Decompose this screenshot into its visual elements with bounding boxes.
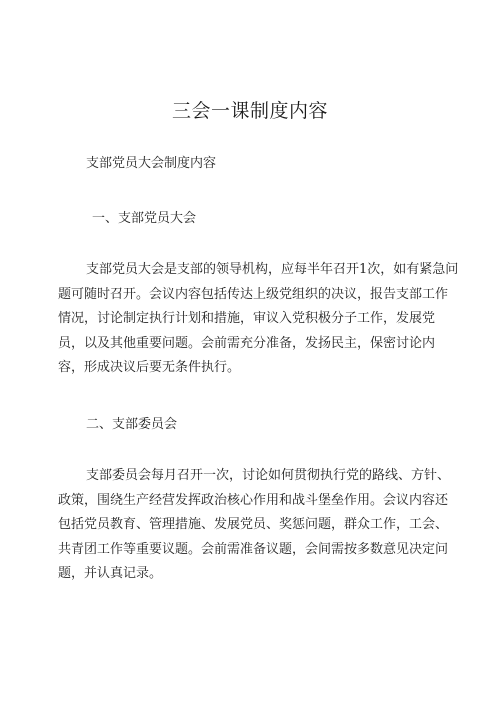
paragraph-line: 容，形成决议后要无条件执行。 [58, 360, 241, 375]
paragraph-line: 题可随时召开。会议内容包括传达上级党组织的决议，报告支部工作 [58, 286, 449, 302]
paragraph-line: 支部委员会每月召开一次，讨论如何贯彻执行党的路线、方针、 [86, 468, 451, 483]
paragraph-line: 题，并认真记录。 [58, 566, 163, 581]
paragraph-line: 员，以及其他重要问题。会前需充分准备，发扬民主，保密讨论内 [58, 335, 436, 351]
section-paragraph-party-congress [58, 258, 459, 381]
section-heading-branch-committee: 二、支部委员会 [86, 417, 178, 432]
paragraph-line: 政策，围绕生产经营发挥政治核心作用和战斗堡垒作用。会议内容还 [58, 492, 449, 508]
section-heading-party-congress: 一、支部党员大会 [92, 211, 197, 226]
paragraph-line: 包括党员教育、管理措施、发展党员、奖惩问题，群众工作，工会、 [58, 517, 449, 532]
document-subtitle: 支部党员大会制度内容 [86, 156, 217, 171]
paragraph-line: 支部党员大会是支部的领导机构，应每半年召开1次，如有紧急问 [86, 262, 459, 277]
paragraph-line: 情况，讨论制定执行计划和措施，审议入党积极分子工作，发展党 [58, 311, 436, 326]
paragraph-line: 共青团工作等重要议题。会前需准备议题，会间需按多数意见决定问 [58, 541, 449, 557]
page-title: 三会一课制度内容 [171, 100, 328, 122]
section-paragraph-branch-committee [58, 464, 451, 587]
